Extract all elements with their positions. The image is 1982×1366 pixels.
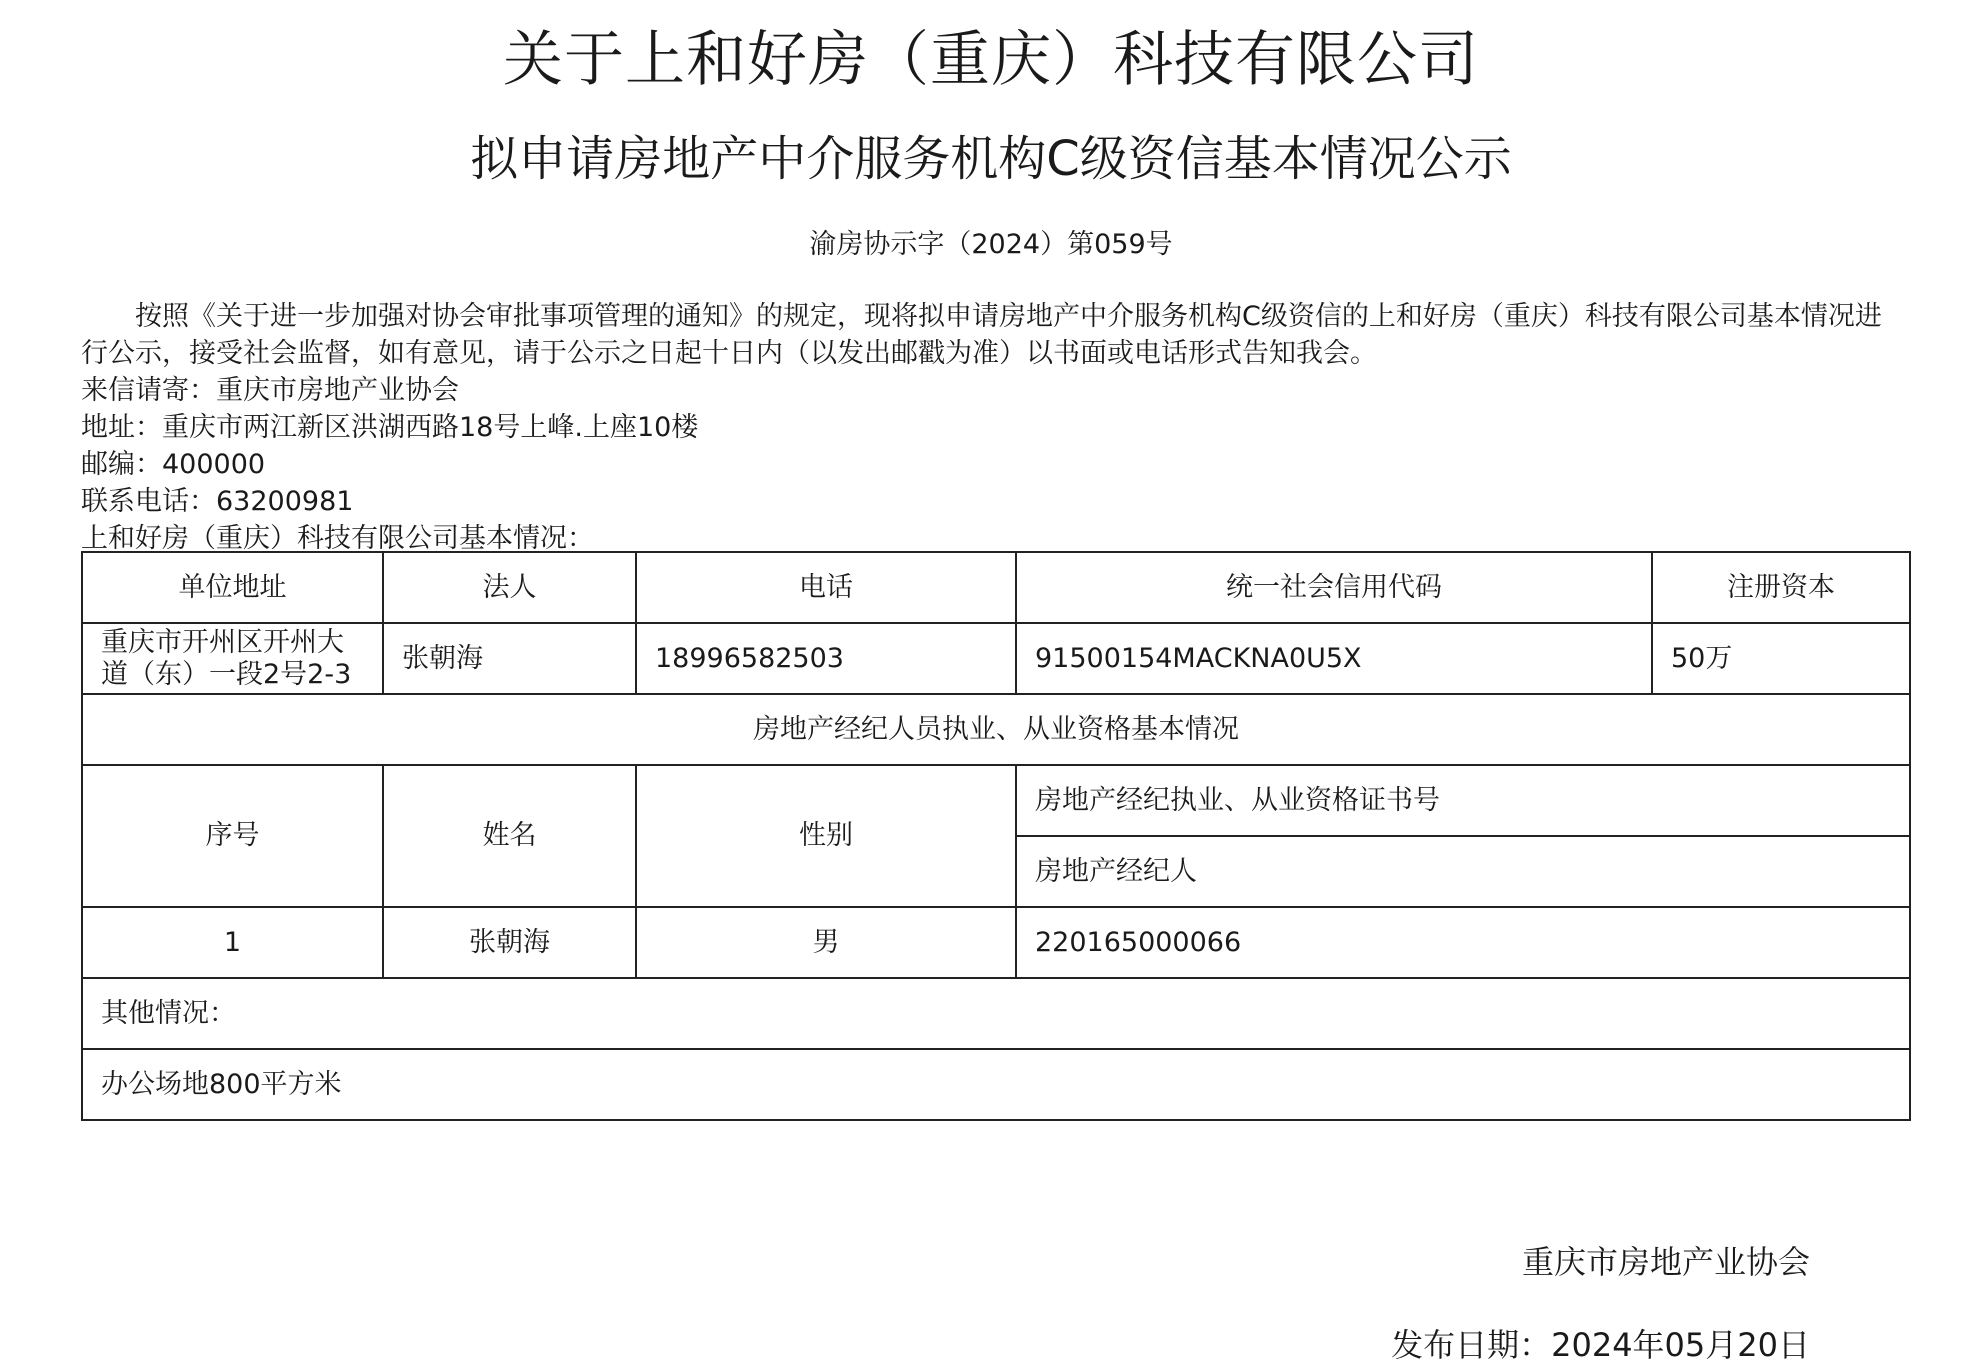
agent-index: 1 [82,907,383,978]
cell-phone: 18996582503 [636,623,1016,694]
header-gender: 性别 [636,765,1016,907]
other-label: 其他情况： [82,978,1910,1049]
publish-date: 发布日期：2024年05月20日 [1391,1326,1810,1364]
notice-paragraph: 按照《关于进一步加强对协会审批事项管理的通知》的规定，现将拟申请房地产中介服务机构C级资信的上和好房（重庆）科技有限公司基本情况进行公示，接受社会监督，如有意见，请于公示之日起十日内（以发出邮戳为准）以书面或电话形式告知我会。 [81,301,1882,369]
agents-section-title-row [82,694,1910,765]
cell-address: 重庆市开州区开州大道（东）一段2号2-3 [82,623,383,694]
company-header-row [82,552,1910,623]
agent-cert-no: 220165000066 [1016,907,1910,978]
cell-credit-code: 91500154MACKNA0U5X [1016,623,1652,694]
header-phone: 电话 [636,552,1016,623]
header-name: 姓名 [383,765,636,907]
header-legal-person: 法人 [383,552,636,623]
header-cert-type: 房地产经纪人 [1016,836,1910,907]
postcode-line: 邮编：400000 [81,449,266,480]
other-content-row [82,1049,1910,1120]
cell-legal-person: 张朝海 [383,623,636,694]
header-capital: 注册资本 [1652,552,1910,623]
agents-section-title: 房地产经纪人员执业、从业资格基本情况 [82,694,1910,765]
company-info-table [81,551,1911,1121]
header-credit-code: 统一社会信用代码 [1016,552,1652,623]
header-index: 序号 [82,765,383,907]
document-number: 渝房协示字（2024）第059号 [809,229,1173,260]
header-address: 单位地址 [82,552,383,623]
other-label-row [82,978,1910,1049]
issuer-organization: 重庆市房地产业协会 [1521,1243,1810,1281]
header-cert-no: 房地产经纪执业、从业资格证书号 [1016,765,1910,836]
page-subtitle: 拟申请房地产中介服务机构C级资信基本情况公示 [470,131,1512,187]
company-data-row [82,623,1910,694]
agents-header-row-1 [82,765,1910,836]
agent-gender: 男 [636,907,1016,978]
table-intro-line: 上和好房（重庆）科技有限公司基本情况： [81,523,594,554]
cell-capital: 50万 [1652,623,1910,694]
phone-line: 联系电话：63200981 [81,486,354,517]
agent-name: 张朝海 [383,907,636,978]
notice-body [81,298,1907,557]
page-title: 关于上和好房（重庆）科技有限公司 [503,25,1479,95]
address-line: 地址：重庆市两江新区洪湖西路18号上峰.上座10楼 [81,412,699,443]
mail-to-line: 来信请寄：重庆市房地产业协会 [81,375,459,406]
agent-row [82,907,1910,978]
other-content: 办公场地800平方米 [82,1049,1910,1120]
